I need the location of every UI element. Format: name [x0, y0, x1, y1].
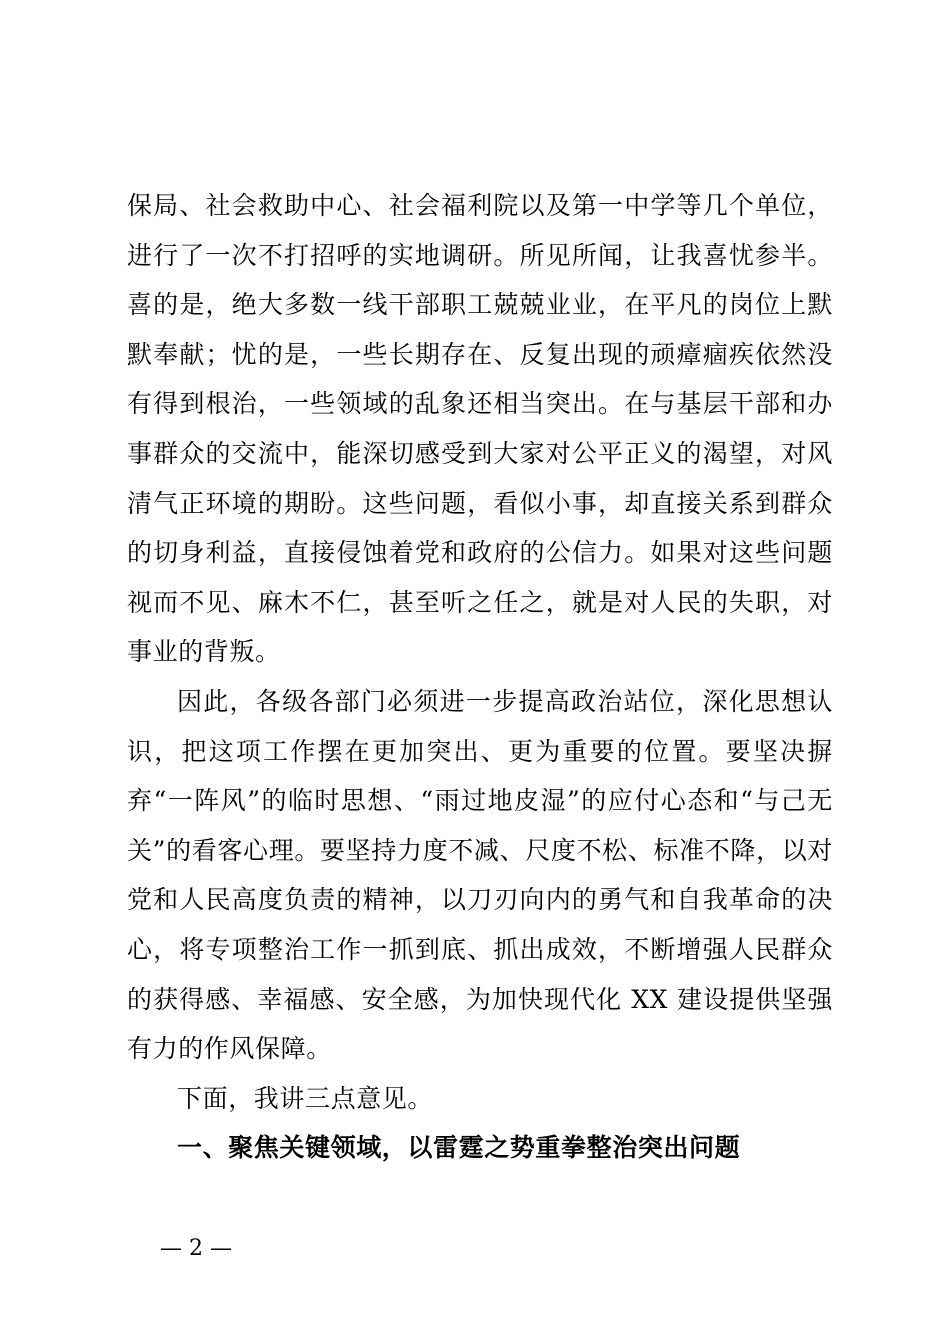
paragraph-political-stance: 因此，各级各部门必须进一步提高政治站位，深化思想认识，把这项工作摆在更加突出、更为重要的位置。要坚决摒弃“一阵风”的临时思想、“雨过地皮湿”的应付心态和“与己无关”的看客心理。要坚持力度不减、尺度不松、标准不降，以对党和人民高度负责的精神，以刀刃向内的勇气和自我革命的决心，将专项整治工作一抓到底、抓出成效，不断增强人民群众的获得感、幸福感、安全感，为加快现代化 XX 建设提供坚强有力的作风保障。 — [127, 686, 833, 1064]
page-number: — 2 — — [160, 1236, 232, 1261]
document-body — [127, 181, 833, 1173]
paragraph-three-points: 下面，我讲三点意见。 — [177, 1083, 434, 1113]
paragraph-continuation: 保局、社会救助中心、社会福利院以及第一中学等几个单位，进行了一次不打招呼的实地调研。所见所闻，让我喜忧参半。喜的是，绝大多数一线干部职工兢兢业业，在平凡的岗位上默默奉献；忧的是，一些长期存在、反复出现的顽瘴痼疾依然没有得到根治，一些领域的乱象还相当突出。在与基层干部和办事群众的交流中，能深切感受到大家对公平正义的渴望，对风清气正环境的期盼。这些问题，看似小事，却直接关系到群众的切身利益，直接侵蚀着党和政府的公信力。如果对这些问题视而不见、麻木不仁，甚至听之任之，就是对人民的失职，对事业的背叛。 — [127, 191, 833, 667]
section-heading: 一、聚焦关键领域，以雷霆之势重拳整治突出问题 — [177, 1133, 741, 1163]
